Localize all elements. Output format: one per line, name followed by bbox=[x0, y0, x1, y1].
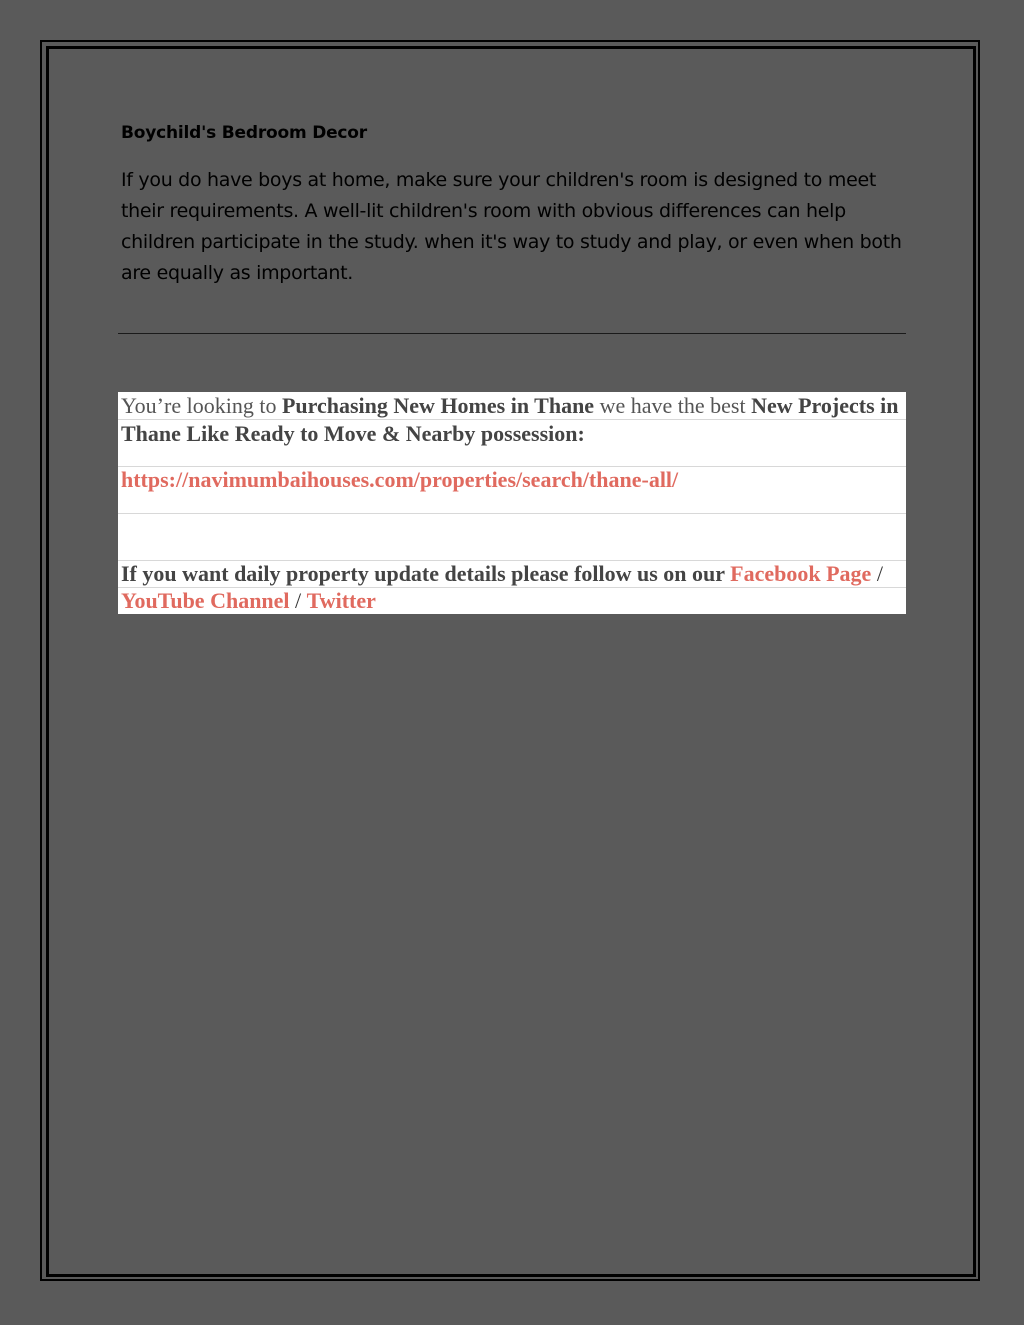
property-url-row bbox=[121, 466, 678, 494]
section-paragraph: If you do have boys at home, make sure your children's room is designed to meet their requirements. A well-lit children's room with obvious differences can help children participate in the study. when it's way to study and play, or even when both are equally as important. bbox=[121, 169, 902, 284]
link-separator: / bbox=[871, 561, 883, 586]
promo-intro-text: You’re looking to bbox=[121, 393, 282, 418]
section-heading: Boychild's Bedroom Decor bbox=[121, 123, 367, 143]
promo-highlight-projects: New Projects in Thane Like Ready to Move & Nearby possession: bbox=[121, 393, 899, 446]
follow-us-text: If you want daily property update details please follow us on our bbox=[121, 561, 731, 586]
twitter-link[interactable]: Twitter bbox=[306, 588, 376, 613]
link-separator: / bbox=[289, 588, 307, 613]
youtube-channel-link[interactable]: YouTube Channel bbox=[121, 588, 290, 613]
facebook-page-link[interactable]: Facebook Page bbox=[730, 561, 872, 586]
promo-intro bbox=[121, 392, 901, 448]
property-search-link[interactable]: https://navimumbaihouses.com/properties/search/thane-all/ bbox=[121, 467, 679, 492]
promo-box bbox=[118, 392, 906, 614]
horizontal-divider bbox=[118, 333, 906, 334]
promo-mid-text: we have the best bbox=[594, 393, 752, 418]
follow-us-row bbox=[121, 560, 901, 614]
promo-highlight-homes: Purchasing New Homes in Thane bbox=[281, 393, 595, 418]
row-separator bbox=[118, 513, 906, 514]
